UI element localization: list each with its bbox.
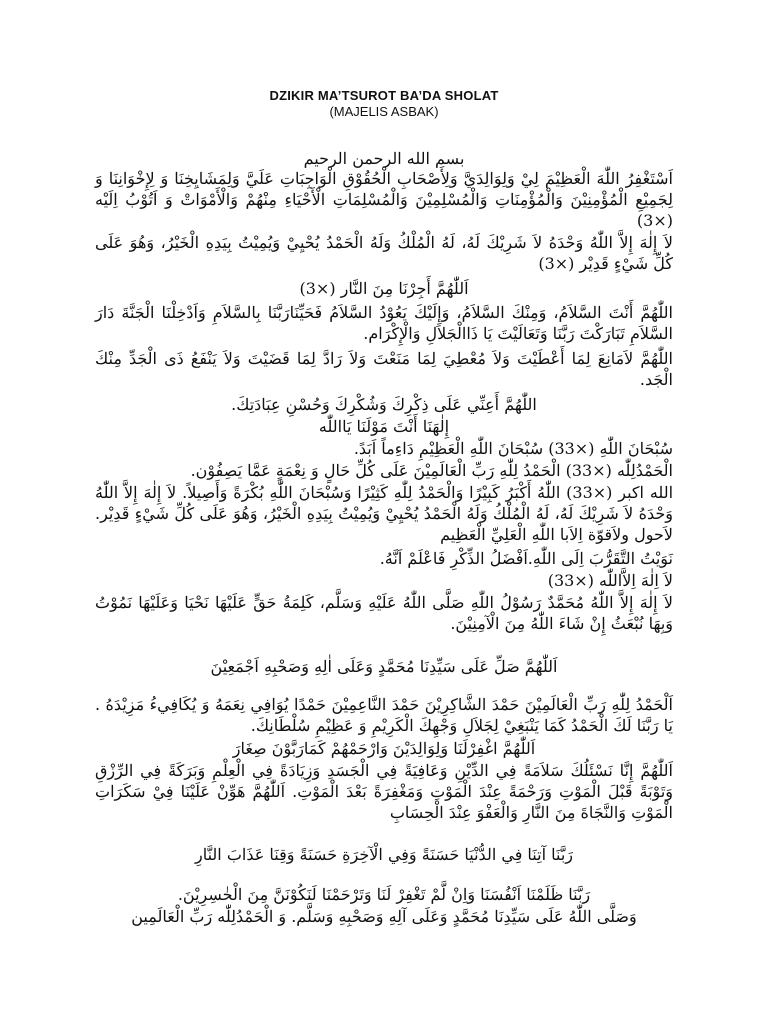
paragraph-istighfar: اَسْتَغْفِرُ اللّٰهَ الْعَظِيْمَ لِيْ وَلِوَالِدَيَّ وَلِأَصْحَابِ الْحُقُوْقِ الْوَاجِبَاتِ عَلَيَّ وَلِمَشَايِخِنَا وَ لِإِخْوَانِنَا وَ لِجَمِيْعِ الْمُؤْمِنِيْنَ وَالْمُؤْمِنَاتِ وَالْمُسْلِمِيْنَ وَالْمُسْلِمَاتِ الْأَحْيَاءِ مِنْهُمْ وَالْأَمْوَاتْ وَ اَتُوْبُ اِلَيْه (×3) [95, 169, 673, 230]
paragraph-allahu-akbar: الله اكبر (×33) اللّٰهُ أَكْبَرُ كَبِيْرًا وَالْحَمْدُ لِلّٰهِ كَثِيْرًا وَسُبْحَانَ اللّٰهِ بُكْرَةً وَأَصِيلاً. لاَ إِلٰهَ إِلاَّ اللّٰهُ وَحْدَهُ لاَ شَرِيْكَ لَهُ، لَهُ الْمُلْكُ وَلَهُ الْحَمْدُ يُحْيِيْ وَيُمِيْتُ بِيَدِهِ الْخَيْرُ، وَهُوَ عَلَى كُلِّ شَيْءٍ قَدِيْر. لاَحول ولاَقوّة اِلاَبا اللّٰهِ الْعَلِيِّ الْعَظِيم [95, 483, 674, 544]
paragraph-tahlil: لاَ إِلٰهَ إِلاَّ اللّٰهُ وَحْدَهُ لاَ شَرِيْكَ لَهُ، لَهُ الْمُلْكُ وَلَهُ الْحَمْدُ يُحْيِيْ وَيُمِيْتُ بِيَدِهِ الْخَيْرُ، وَهُوَ عَلَى كُلِّ شَيْءٍ قَدِيْر (×3) [95, 233, 673, 273]
line-ajirna: اَللّٰهُمَّ أَجِرْنَا مِنَ النَّار (×3) [299, 279, 469, 298]
line-nawaitu: نَوَيْتُ التَّقَرُّبَ اِلَى اللّٰهِ.اَفْضَلُ الذِّكْرِ فَاعْلَمْ اَنَّهُ. [379, 549, 673, 568]
line-subhanallah: سُبْحَانَ اللّٰهِ (×33) سُبْحَانَ اللّٰهِ الْعَظِيْمِ دَاءِماً اَبَدً. [353, 439, 673, 458]
line-doa-orangtua: اَللّٰهُمَّ اغْفِرْلَنَا وَلِوَالِدَيْنَ وَارْحَمْهُمْ كَمَارَبَّوْنَ صِغَارَ [232, 739, 536, 758]
paragraph-syahadat: لاَ إِلٰهَ إِلاَّ اللّٰهُ مُحَمَّدٌ رَسُوْلُ اللّٰهِ صَلَّى اللّٰهُ عَلَيْهِ وَسَلَّم، كَلِمَةُ حَقٍّ عَلَيْهَا نَحْيَا وَعَلَيْهَا نَمُوْتُ وَبِهَا نُبْعَثُ إِنْ شَاءَ اللّٰهُ مِنَ الْآمِنِيْنَ. [95, 593, 673, 633]
page-subtitle: (MAJELIS ASBAK) [329, 104, 439, 119]
paragraph-doa-salamah: اَللّٰهُمَّ إِنَّا نَسْئَلُكَ سَلاَمَةً فِي الدِّيْنِ وَعَافِيَةً فِي الْجَسَدِ وَزِيَادَةً فِي الْعِلْمِ وَبَرَكَةً فِي الرِّزْقِ وَتَوْبَةً قَبْلَ الْمَوْتِ وَرَحْمَةً عِنْدَ الْمَوْتِ وَمَغْفِرَةً بَعْدَ الْمَوْتِ. اَللّٰهُمَّ هَوِّنْ عَلَيْنَا فِيْ سَكَرَاتِ الْمَوْتِ وَالنَّجَاةَ مِنَ النَّارِ وَالْعَفْوَ عِنْدَ الْحِسَابِ [95, 761, 673, 822]
paragraph-la-mani: اللّٰهُمَّ لاَمَانِعَ لِمَا أَعْطَيْتَ وَلاَ مُعْطِيَ لِمَا مَنَعْتَ وَلاَ رَادَّ لِمَا قَضَيْتَ وَلاَ يَنْفَعُ ذَى الْجَدِّ مِنْكَ الْجَد. [95, 349, 673, 389]
line-sapu-jagad: رَبَّنَا آتِنَا فِي الدُّنْيَا حَسَنَةً وَفِي الْآخِرَةِ حَسَنَةً وَقِنَا عَذَابَ النَّارِ [194, 845, 573, 864]
line-ilahana: إِلٰهَنَا أَنْتَ مَوْلَنَا يَااللّٰه [318, 417, 450, 436]
line-alhamdulillah: الْحَمْدُلِلّٰه (×33) الْحَمْدُ لِلّٰهِ رَبِّ الْعَالَمِيْنَ عَلَى كُلِّ حَالٍ وَ نِعْمَةٍ عَمَّا يَصِفُوْن. [190, 461, 673, 480]
line-la-ilaha-illallah: لاَ اِلٰهَ اِلاَّاللّٰه (×33) [547, 571, 673, 590]
line-ainni: اللّٰهُمَّ أَعِنِّي عَلَى ذِكْرِكَ وَشُكْرِكَ وَحُسْنِ عِبَادَتِكَ. [231, 395, 537, 414]
line-shalawat: اَللّٰهُمَّ صَلِّ عَلَى سَيِّدِنَا مُحَمَّدٍ وَعَلَى اٰلِهِ وَصَحْبِهِ اَجْمَعِيْنَ [210, 657, 558, 676]
basmalah: بسم الله الرحمن الرحيم [303, 149, 465, 168]
paragraph-salam: اللّٰهُمَّ أَنْتَ السَّلاَمُ، وَمِنْكَ السَّلاَمُ، وَإِلَيْكَ يَعُوْدُ السَّلاَمُ فَحَيِّنَارَبَّنَا بِالسَّلاَمِ وَاَدْخِلْنَا الْجَنَّةَ دَارَ السَّلاَمِ تَبَارَكْتَ رَبَّنَا وَتَعَالَيْتَ يَا ذَاالْجَلاَلِ وَالْإِكْرَام. [95, 303, 673, 343]
line-penutup: وَصَلَّى اللّٰهُ عَلَى سَيِّدِنَا مُحَمَّدٍ وَعَلَى آلِهِ وَصَحْبِهِ وَسَلَّم. وَ الْحَمْدُلِلّٰه رَبِّ الْعَالَمِين [131, 907, 637, 926]
page-title: DZIKIR MA’TSUROT BA’DA SHOLAT [269, 88, 499, 103]
line-rabbana-zalamna: رَبَّنَا ظَلَمْنَا اَنْفُسَنَا وَاِنْ لَّمْ تَغْفِرْ لَنَا وَتَرْحَمْنَا لَنَكُوْنَنَّ مِنَ الْخٰسِرِيْنَ. [177, 885, 591, 904]
paragraph-hamdalah: اَلْحَمْدُ لِلّٰهِ رَبِّ الْعَالَمِيْنَ حَمْدَ الشَّاكِرِيْنَ حَمْدَ النَّاعِمِيْنَ حَمْدًا يُوَافِي نِعَمَهُ وَ يُكَافِيءُ مَزِيْدَهُ . يَا رَبَّنَا لَكَ الْحَمْدُ كَمَا يَنْبَغِيْ لِجَلاَلِ وَجْهِكَ الْكَرِيْمِ وَ عَظِيْمِ سُلْطَانِكَ. [95, 695, 673, 735]
